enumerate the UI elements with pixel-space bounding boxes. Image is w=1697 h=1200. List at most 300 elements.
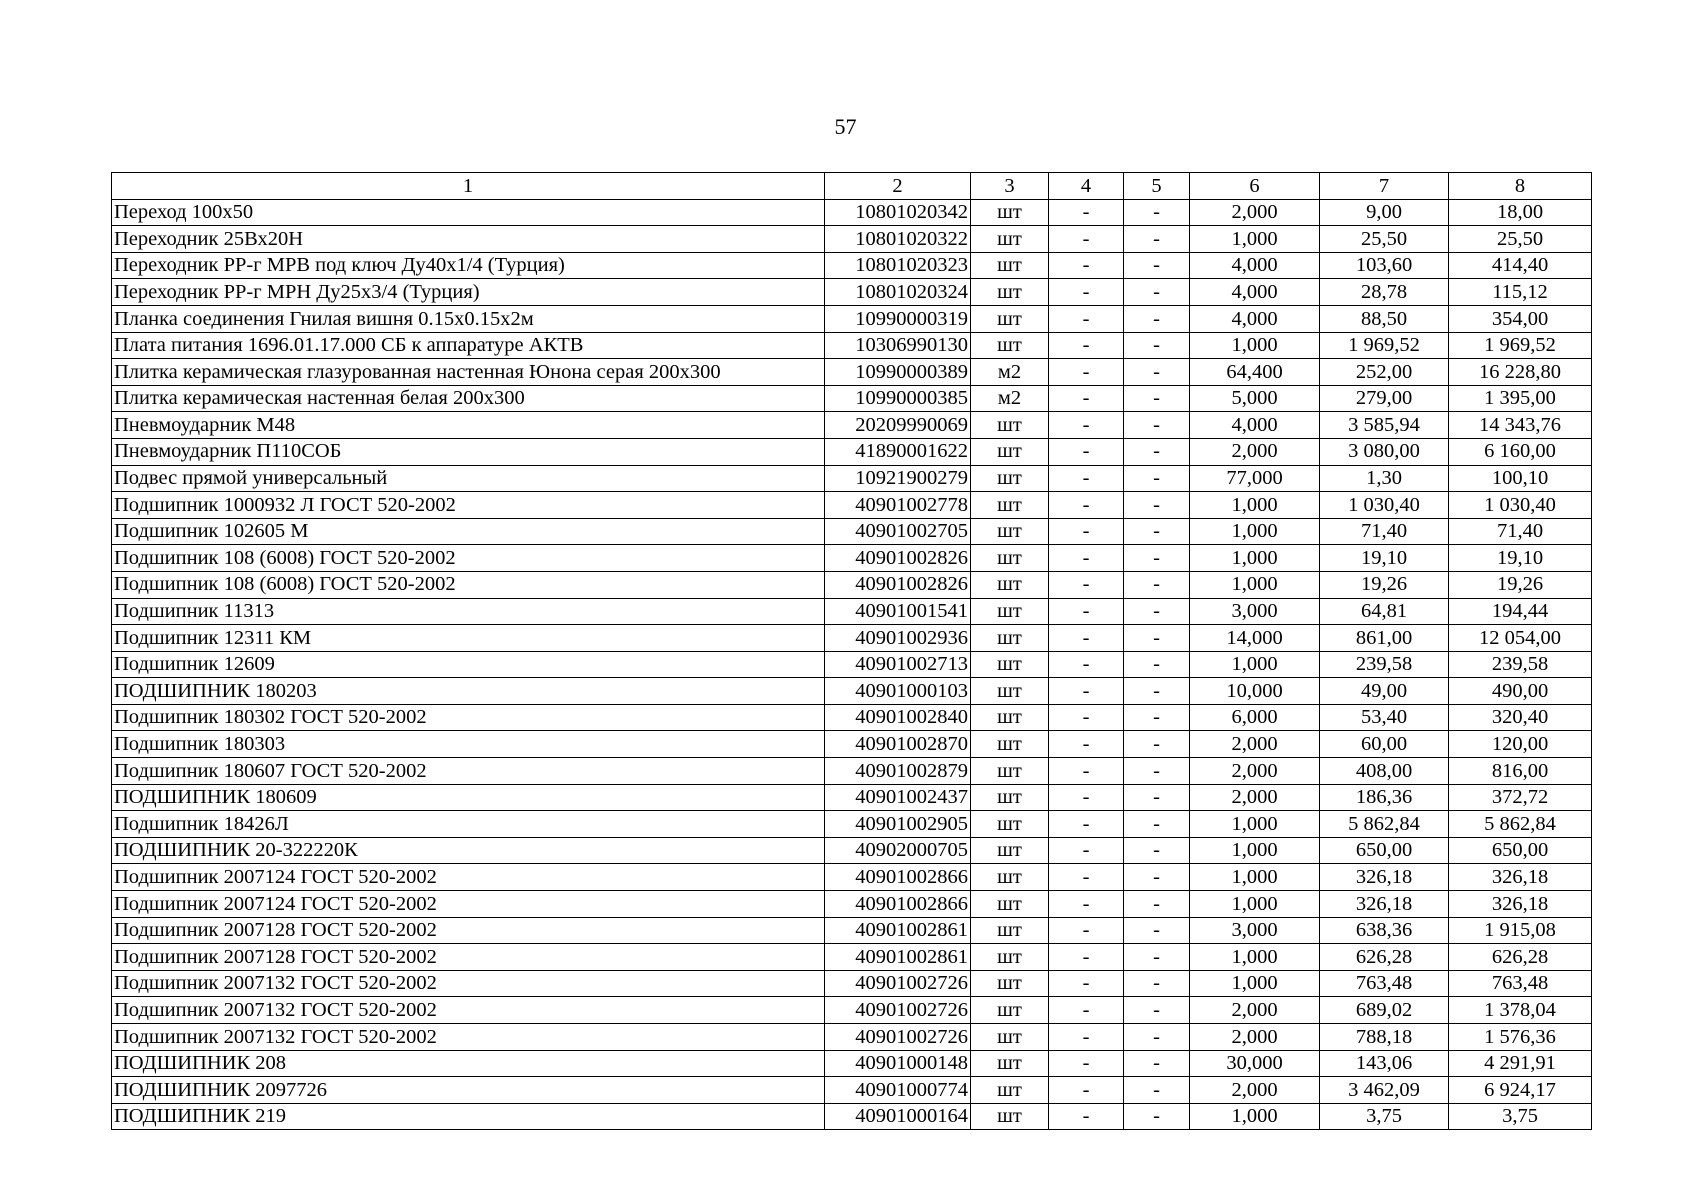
- item-code-cell: 10921900279: [825, 465, 971, 492]
- unit-cell: шт: [971, 226, 1049, 253]
- item-name-cell: Подшипник 2007128 ГОСТ 520-2002: [112, 917, 825, 944]
- quantity-cell: 4,000: [1190, 305, 1320, 332]
- table-row: [112, 758, 1592, 785]
- unit-cell: шт: [971, 917, 1049, 944]
- sum-cell: 100,10: [1449, 465, 1592, 492]
- price-cell: 64,81: [1320, 598, 1449, 625]
- unit-cell: шт: [971, 678, 1049, 705]
- sum-cell: 1 915,08: [1449, 917, 1592, 944]
- price-cell: 60,00: [1320, 731, 1449, 758]
- sum-cell: 120,00: [1449, 731, 1592, 758]
- column-4-cell: -: [1049, 784, 1124, 811]
- column-header-5: 5: [1124, 173, 1190, 200]
- sum-cell: 19,26: [1449, 571, 1592, 598]
- column-4-cell: -: [1049, 598, 1124, 625]
- sum-cell: 25,50: [1449, 226, 1592, 253]
- price-cell: 326,18: [1320, 891, 1449, 918]
- sum-cell: 239,58: [1449, 651, 1592, 678]
- item-name-cell: Подшипник 12311 КМ: [112, 625, 825, 652]
- column-4-cell: -: [1049, 385, 1124, 412]
- quantity-cell: 4,000: [1190, 252, 1320, 279]
- item-name-cell: Пневмоударник П110СОБ: [112, 438, 825, 465]
- table-row: [112, 438, 1592, 465]
- column-5-cell: -: [1124, 598, 1190, 625]
- quantity-cell: 1,000: [1190, 571, 1320, 598]
- column-4-cell: -: [1049, 970, 1124, 997]
- price-cell: 3 462,09: [1320, 1077, 1449, 1104]
- sum-cell: 19,10: [1449, 545, 1592, 572]
- price-cell: 53,40: [1320, 704, 1449, 731]
- item-name-cell: Переход 100х50: [112, 199, 825, 226]
- column-5-cell: -: [1124, 704, 1190, 731]
- price-cell: 626,28: [1320, 944, 1449, 971]
- quantity-cell: 77,000: [1190, 465, 1320, 492]
- table-row: [112, 1024, 1592, 1051]
- price-cell: 408,00: [1320, 758, 1449, 785]
- unit-cell: шт: [971, 545, 1049, 572]
- quantity-cell: 6,000: [1190, 704, 1320, 731]
- item-code-cell: 40901002840: [825, 704, 971, 731]
- table-row: [112, 704, 1592, 731]
- column-5-cell: -: [1124, 571, 1190, 598]
- item-code-cell: 40901000103: [825, 678, 971, 705]
- item-name-cell: ПОДШИПНИК 180203: [112, 678, 825, 705]
- column-5-cell: -: [1124, 359, 1190, 386]
- item-code-cell: 10801020323: [825, 252, 971, 279]
- item-code-cell: 40901002826: [825, 571, 971, 598]
- item-name-cell: Подшипник 12609: [112, 651, 825, 678]
- column-5-cell: -: [1124, 438, 1190, 465]
- column-4-cell: -: [1049, 651, 1124, 678]
- column-4-cell: -: [1049, 279, 1124, 306]
- column-5-cell: -: [1124, 252, 1190, 279]
- quantity-cell: 3,000: [1190, 917, 1320, 944]
- item-name-cell: Подшипник 2007132 ГОСТ 520-2002: [112, 970, 825, 997]
- column-4-cell: -: [1049, 252, 1124, 279]
- column-4-cell: -: [1049, 811, 1124, 838]
- sum-cell: 326,18: [1449, 891, 1592, 918]
- item-name-cell: Переходник РР-г МРН Ду25х3/4 (Турция): [112, 279, 825, 306]
- item-name-cell: Подшипник 102605 М: [112, 518, 825, 545]
- table-row: [112, 571, 1592, 598]
- column-4-cell: -: [1049, 412, 1124, 439]
- price-cell: 252,00: [1320, 359, 1449, 386]
- table-row: [112, 465, 1592, 492]
- column-4-cell: -: [1049, 678, 1124, 705]
- column-5-cell: -: [1124, 837, 1190, 864]
- quantity-cell: 1,000: [1190, 651, 1320, 678]
- table-body: [112, 199, 1592, 1130]
- column-5-cell: -: [1124, 758, 1190, 785]
- price-cell: 650,00: [1320, 837, 1449, 864]
- table-row: [112, 678, 1592, 705]
- sum-cell: 626,28: [1449, 944, 1592, 971]
- column-4-cell: -: [1049, 704, 1124, 731]
- table-row: [112, 385, 1592, 412]
- item-name-cell: ПОДШИПНИК 2097726: [112, 1077, 825, 1104]
- column-5-cell: -: [1124, 625, 1190, 652]
- unit-cell: шт: [971, 704, 1049, 731]
- item-code-cell: 40901002905: [825, 811, 971, 838]
- price-cell: 3 080,00: [1320, 438, 1449, 465]
- column-5-cell: -: [1124, 944, 1190, 971]
- column-5-cell: -: [1124, 332, 1190, 359]
- sum-cell: 115,12: [1449, 279, 1592, 306]
- quantity-cell: 3,000: [1190, 598, 1320, 625]
- unit-cell: шт: [971, 864, 1049, 891]
- unit-cell: шт: [971, 758, 1049, 785]
- unit-cell: шт: [971, 1024, 1049, 1051]
- sum-cell: 18,00: [1449, 199, 1592, 226]
- quantity-cell: 1,000: [1190, 811, 1320, 838]
- item-code-cell: 40901002778: [825, 492, 971, 519]
- price-cell: 5 862,84: [1320, 811, 1449, 838]
- quantity-cell: 1,000: [1190, 332, 1320, 359]
- item-name-cell: Пневмоударник М48: [112, 412, 825, 439]
- column-4-cell: -: [1049, 864, 1124, 891]
- table-row: [112, 252, 1592, 279]
- quantity-cell: 5,000: [1190, 385, 1320, 412]
- table-row: [112, 226, 1592, 253]
- price-cell: 19,10: [1320, 545, 1449, 572]
- item-code-cell: 40901002861: [825, 917, 971, 944]
- unit-cell: шт: [971, 332, 1049, 359]
- unit-cell: шт: [971, 625, 1049, 652]
- column-5-cell: -: [1124, 1024, 1190, 1051]
- column-4-cell: -: [1049, 518, 1124, 545]
- unit-cell: шт: [971, 1050, 1049, 1077]
- column-5-cell: -: [1124, 731, 1190, 758]
- item-name-cell: Подшипник 180303: [112, 731, 825, 758]
- column-4-cell: -: [1049, 465, 1124, 492]
- column-header-4: 4: [1049, 173, 1124, 200]
- unit-cell: шт: [971, 651, 1049, 678]
- quantity-cell: 1,000: [1190, 970, 1320, 997]
- table-row: [112, 944, 1592, 971]
- item-name-cell: Подшипник 180607 ГОСТ 520-2002: [112, 758, 825, 785]
- item-name-cell: ПОДШИПНИК 208: [112, 1050, 825, 1077]
- table-row: [112, 545, 1592, 572]
- column-5-cell: -: [1124, 864, 1190, 891]
- page-number: [0, 114, 1697, 140]
- column-5-cell: -: [1124, 651, 1190, 678]
- sum-cell: 71,40: [1449, 518, 1592, 545]
- table-row: [112, 837, 1592, 864]
- quantity-cell: 10,000: [1190, 678, 1320, 705]
- item-name-cell: Подшипник 2007128 ГОСТ 520-2002: [112, 944, 825, 971]
- price-cell: 186,36: [1320, 784, 1449, 811]
- price-cell: 49,00: [1320, 678, 1449, 705]
- unit-cell: шт: [971, 811, 1049, 838]
- item-name-cell: Подшипник 2007124 ГОСТ 520-2002: [112, 864, 825, 891]
- unit-cell: шт: [971, 252, 1049, 279]
- item-name-cell: ПОДШИПНИК 219: [112, 1103, 825, 1130]
- column-5-cell: -: [1124, 678, 1190, 705]
- table-row: [112, 359, 1592, 386]
- item-code-cell: 40901002713: [825, 651, 971, 678]
- unit-cell: шт: [971, 970, 1049, 997]
- column-5-cell: -: [1124, 545, 1190, 572]
- item-code-cell: 40901002726: [825, 1024, 971, 1051]
- quantity-cell: 14,000: [1190, 625, 1320, 652]
- item-code-cell: 40901000164: [825, 1103, 971, 1130]
- item-code-cell: 10990000389: [825, 359, 971, 386]
- quantity-cell: 1,000: [1190, 837, 1320, 864]
- price-cell: 3 585,94: [1320, 412, 1449, 439]
- column-5-cell: -: [1124, 891, 1190, 918]
- sum-cell: 1 378,04: [1449, 997, 1592, 1024]
- sum-cell: 4 291,91: [1449, 1050, 1592, 1077]
- table-row: [112, 970, 1592, 997]
- item-name-cell: Плитка керамическая глазурованная настенная Юнона серая 200х300: [112, 359, 825, 386]
- column-4-cell: -: [1049, 758, 1124, 785]
- item-code-cell: 40901001541: [825, 598, 971, 625]
- page-number-text: 57: [834, 114, 857, 139]
- sum-cell: 6 160,00: [1449, 438, 1592, 465]
- column-4-cell: -: [1049, 944, 1124, 971]
- column-5-cell: -: [1124, 279, 1190, 306]
- table-row: [112, 279, 1592, 306]
- item-code-cell: 10801020322: [825, 226, 971, 253]
- item-name-cell: Подшипник 108 (6008) ГОСТ 520-2002: [112, 571, 825, 598]
- unit-cell: шт: [971, 891, 1049, 918]
- price-cell: 763,48: [1320, 970, 1449, 997]
- column-5-cell: -: [1124, 1103, 1190, 1130]
- column-4-cell: -: [1049, 438, 1124, 465]
- item-name-cell: Подшипник 1000932 Л ГОСТ 520-2002: [112, 492, 825, 519]
- item-code-cell: 40901002726: [825, 970, 971, 997]
- item-code-cell: 10306990130: [825, 332, 971, 359]
- quantity-cell: 1,000: [1190, 891, 1320, 918]
- quantity-cell: 1,000: [1190, 1103, 1320, 1130]
- table-row: [112, 917, 1592, 944]
- column-4-cell: -: [1049, 571, 1124, 598]
- item-name-cell: Переходник 25Вх20Н: [112, 226, 825, 253]
- quantity-cell: 1,000: [1190, 545, 1320, 572]
- sum-cell: 1 395,00: [1449, 385, 1592, 412]
- column-4-cell: -: [1049, 1024, 1124, 1051]
- column-4-cell: -: [1049, 305, 1124, 332]
- column-5-cell: -: [1124, 518, 1190, 545]
- table-row: [112, 305, 1592, 332]
- table-row: [112, 412, 1592, 439]
- column-5-cell: -: [1124, 305, 1190, 332]
- item-code-cell: 40901002705: [825, 518, 971, 545]
- column-4-cell: -: [1049, 492, 1124, 519]
- unit-cell: шт: [971, 784, 1049, 811]
- column-header-2: 2: [825, 173, 971, 200]
- column-4-cell: -: [1049, 917, 1124, 944]
- column-5-cell: -: [1124, 784, 1190, 811]
- item-code-cell: 40901000148: [825, 1050, 971, 1077]
- sum-cell: 6 924,17: [1449, 1077, 1592, 1104]
- quantity-cell: 64,400: [1190, 359, 1320, 386]
- column-5-cell: -: [1124, 1050, 1190, 1077]
- column-4-cell: -: [1049, 332, 1124, 359]
- header-row: [112, 173, 1592, 200]
- price-cell: 71,40: [1320, 518, 1449, 545]
- column-4-cell: -: [1049, 199, 1124, 226]
- item-name-cell: Подшипник 2007132 ГОСТ 520-2002: [112, 1024, 825, 1051]
- unit-cell: шт: [971, 1077, 1049, 1104]
- column-4-cell: -: [1049, 1050, 1124, 1077]
- item-code-cell: 20209990069: [825, 412, 971, 439]
- table-row: [112, 518, 1592, 545]
- item-code-cell: 40901002726: [825, 997, 971, 1024]
- sum-cell: 14 343,76: [1449, 412, 1592, 439]
- item-name-cell: Подшипник 2007124 ГОСТ 520-2002: [112, 891, 825, 918]
- sum-cell: 194,44: [1449, 598, 1592, 625]
- unit-cell: шт: [971, 492, 1049, 519]
- item-name-cell: Планка соединения Гнилая вишня 0.15х0.15х2м: [112, 305, 825, 332]
- price-cell: 25,50: [1320, 226, 1449, 253]
- price-cell: 88,50: [1320, 305, 1449, 332]
- column-4-cell: -: [1049, 625, 1124, 652]
- unit-cell: шт: [971, 518, 1049, 545]
- column-4-cell: -: [1049, 226, 1124, 253]
- price-cell: 3,75: [1320, 1103, 1449, 1130]
- item-code-cell: 40901002437: [825, 784, 971, 811]
- sum-cell: 816,00: [1449, 758, 1592, 785]
- quantity-cell: 1,000: [1190, 944, 1320, 971]
- column-4-cell: -: [1049, 1077, 1124, 1104]
- item-name-cell: Подшипник 108 (6008) ГОСТ 520-2002: [112, 545, 825, 572]
- sum-cell: 3,75: [1449, 1103, 1592, 1130]
- price-cell: 103,60: [1320, 252, 1449, 279]
- column-header-8: 8: [1449, 173, 1592, 200]
- column-5-cell: -: [1124, 412, 1190, 439]
- table-row: [112, 1103, 1592, 1130]
- item-code-cell: 10990000385: [825, 385, 971, 412]
- unit-cell: м2: [971, 359, 1049, 386]
- column-5-cell: -: [1124, 199, 1190, 226]
- table-row: [112, 625, 1592, 652]
- item-code-cell: 40901002866: [825, 891, 971, 918]
- sum-cell: 12 054,00: [1449, 625, 1592, 652]
- sum-cell: 650,00: [1449, 837, 1592, 864]
- table-row: [112, 492, 1592, 519]
- price-cell: 1 969,52: [1320, 332, 1449, 359]
- item-name-cell: Подшипник 2007132 ГОСТ 520-2002: [112, 997, 825, 1024]
- price-cell: 326,18: [1320, 864, 1449, 891]
- item-name-cell: Плата питания 1696.01.17.000 СБ к аппаратуре АКТВ: [112, 332, 825, 359]
- price-cell: 788,18: [1320, 1024, 1449, 1051]
- quantity-cell: 2,000: [1190, 1024, 1320, 1051]
- column-4-cell: -: [1049, 545, 1124, 572]
- item-code-cell: 10801020342: [825, 199, 971, 226]
- unit-cell: шт: [971, 944, 1049, 971]
- quantity-cell: 2,000: [1190, 784, 1320, 811]
- table-row: [112, 891, 1592, 918]
- price-cell: 239,58: [1320, 651, 1449, 678]
- quantity-cell: 2,000: [1190, 758, 1320, 785]
- table-row: [112, 864, 1592, 891]
- item-name-cell: Плитка керамическая настенная белая 200х300: [112, 385, 825, 412]
- column-4-cell: -: [1049, 837, 1124, 864]
- item-code-cell: 40901002879: [825, 758, 971, 785]
- item-code-cell: 40901002866: [825, 864, 971, 891]
- unit-cell: м2: [971, 385, 1049, 412]
- quantity-cell: 1,000: [1190, 864, 1320, 891]
- unit-cell: шт: [971, 465, 1049, 492]
- quantity-cell: 2,000: [1190, 438, 1320, 465]
- price-cell: 689,02: [1320, 997, 1449, 1024]
- item-code-cell: 10990000319: [825, 305, 971, 332]
- column-5-cell: -: [1124, 226, 1190, 253]
- table-row: [112, 1077, 1592, 1104]
- item-code-cell: 40902000705: [825, 837, 971, 864]
- price-cell: 28,78: [1320, 279, 1449, 306]
- inventory-table: [111, 172, 1592, 1130]
- quantity-cell: 2,000: [1190, 997, 1320, 1024]
- column-4-cell: -: [1049, 1103, 1124, 1130]
- price-cell: 9,00: [1320, 199, 1449, 226]
- unit-cell: шт: [971, 305, 1049, 332]
- table-row: [112, 598, 1592, 625]
- price-cell: 19,26: [1320, 571, 1449, 598]
- sum-cell: 16 228,80: [1449, 359, 1592, 386]
- table-header: [112, 173, 1592, 200]
- item-code-cell: 41890001622: [825, 438, 971, 465]
- column-4-cell: -: [1049, 359, 1124, 386]
- sum-cell: 1 969,52: [1449, 332, 1592, 359]
- sum-cell: 414,40: [1449, 252, 1592, 279]
- table-row: [112, 1050, 1592, 1077]
- quantity-cell: 2,000: [1190, 199, 1320, 226]
- column-5-cell: -: [1124, 917, 1190, 944]
- unit-cell: шт: [971, 997, 1049, 1024]
- column-5-cell: -: [1124, 811, 1190, 838]
- column-5-cell: -: [1124, 385, 1190, 412]
- sum-cell: 1 030,40: [1449, 492, 1592, 519]
- sum-cell: 320,40: [1449, 704, 1592, 731]
- sum-cell: 1 576,36: [1449, 1024, 1592, 1051]
- price-cell: 1 030,40: [1320, 492, 1449, 519]
- price-cell: 638,36: [1320, 917, 1449, 944]
- price-cell: 279,00: [1320, 385, 1449, 412]
- column-4-cell: -: [1049, 997, 1124, 1024]
- unit-cell: шт: [971, 199, 1049, 226]
- quantity-cell: 30,000: [1190, 1050, 1320, 1077]
- table-row: [112, 731, 1592, 758]
- item-code-cell: 40901002826: [825, 545, 971, 572]
- column-header-6: 6: [1190, 173, 1320, 200]
- item-code-cell: 40901002936: [825, 625, 971, 652]
- unit-cell: шт: [971, 1103, 1049, 1130]
- item-code-cell: 40901002870: [825, 731, 971, 758]
- unit-cell: шт: [971, 598, 1049, 625]
- column-4-cell: -: [1049, 731, 1124, 758]
- table-row: [112, 199, 1592, 226]
- column-5-cell: -: [1124, 492, 1190, 519]
- quantity-cell: 2,000: [1190, 731, 1320, 758]
- column-4-cell: -: [1049, 891, 1124, 918]
- sum-cell: 763,48: [1449, 970, 1592, 997]
- item-code-cell: 40901000774: [825, 1077, 971, 1104]
- sum-cell: 372,72: [1449, 784, 1592, 811]
- table-row: [112, 332, 1592, 359]
- sum-cell: 490,00: [1449, 678, 1592, 705]
- price-cell: 861,00: [1320, 625, 1449, 652]
- column-header-3: 3: [971, 173, 1049, 200]
- quantity-cell: 4,000: [1190, 412, 1320, 439]
- unit-cell: шт: [971, 438, 1049, 465]
- sum-cell: 326,18: [1449, 864, 1592, 891]
- column-5-cell: -: [1124, 997, 1190, 1024]
- column-header-1: 1: [112, 173, 825, 200]
- item-name-cell: Подшипник 18426Л: [112, 811, 825, 838]
- column-5-cell: -: [1124, 465, 1190, 492]
